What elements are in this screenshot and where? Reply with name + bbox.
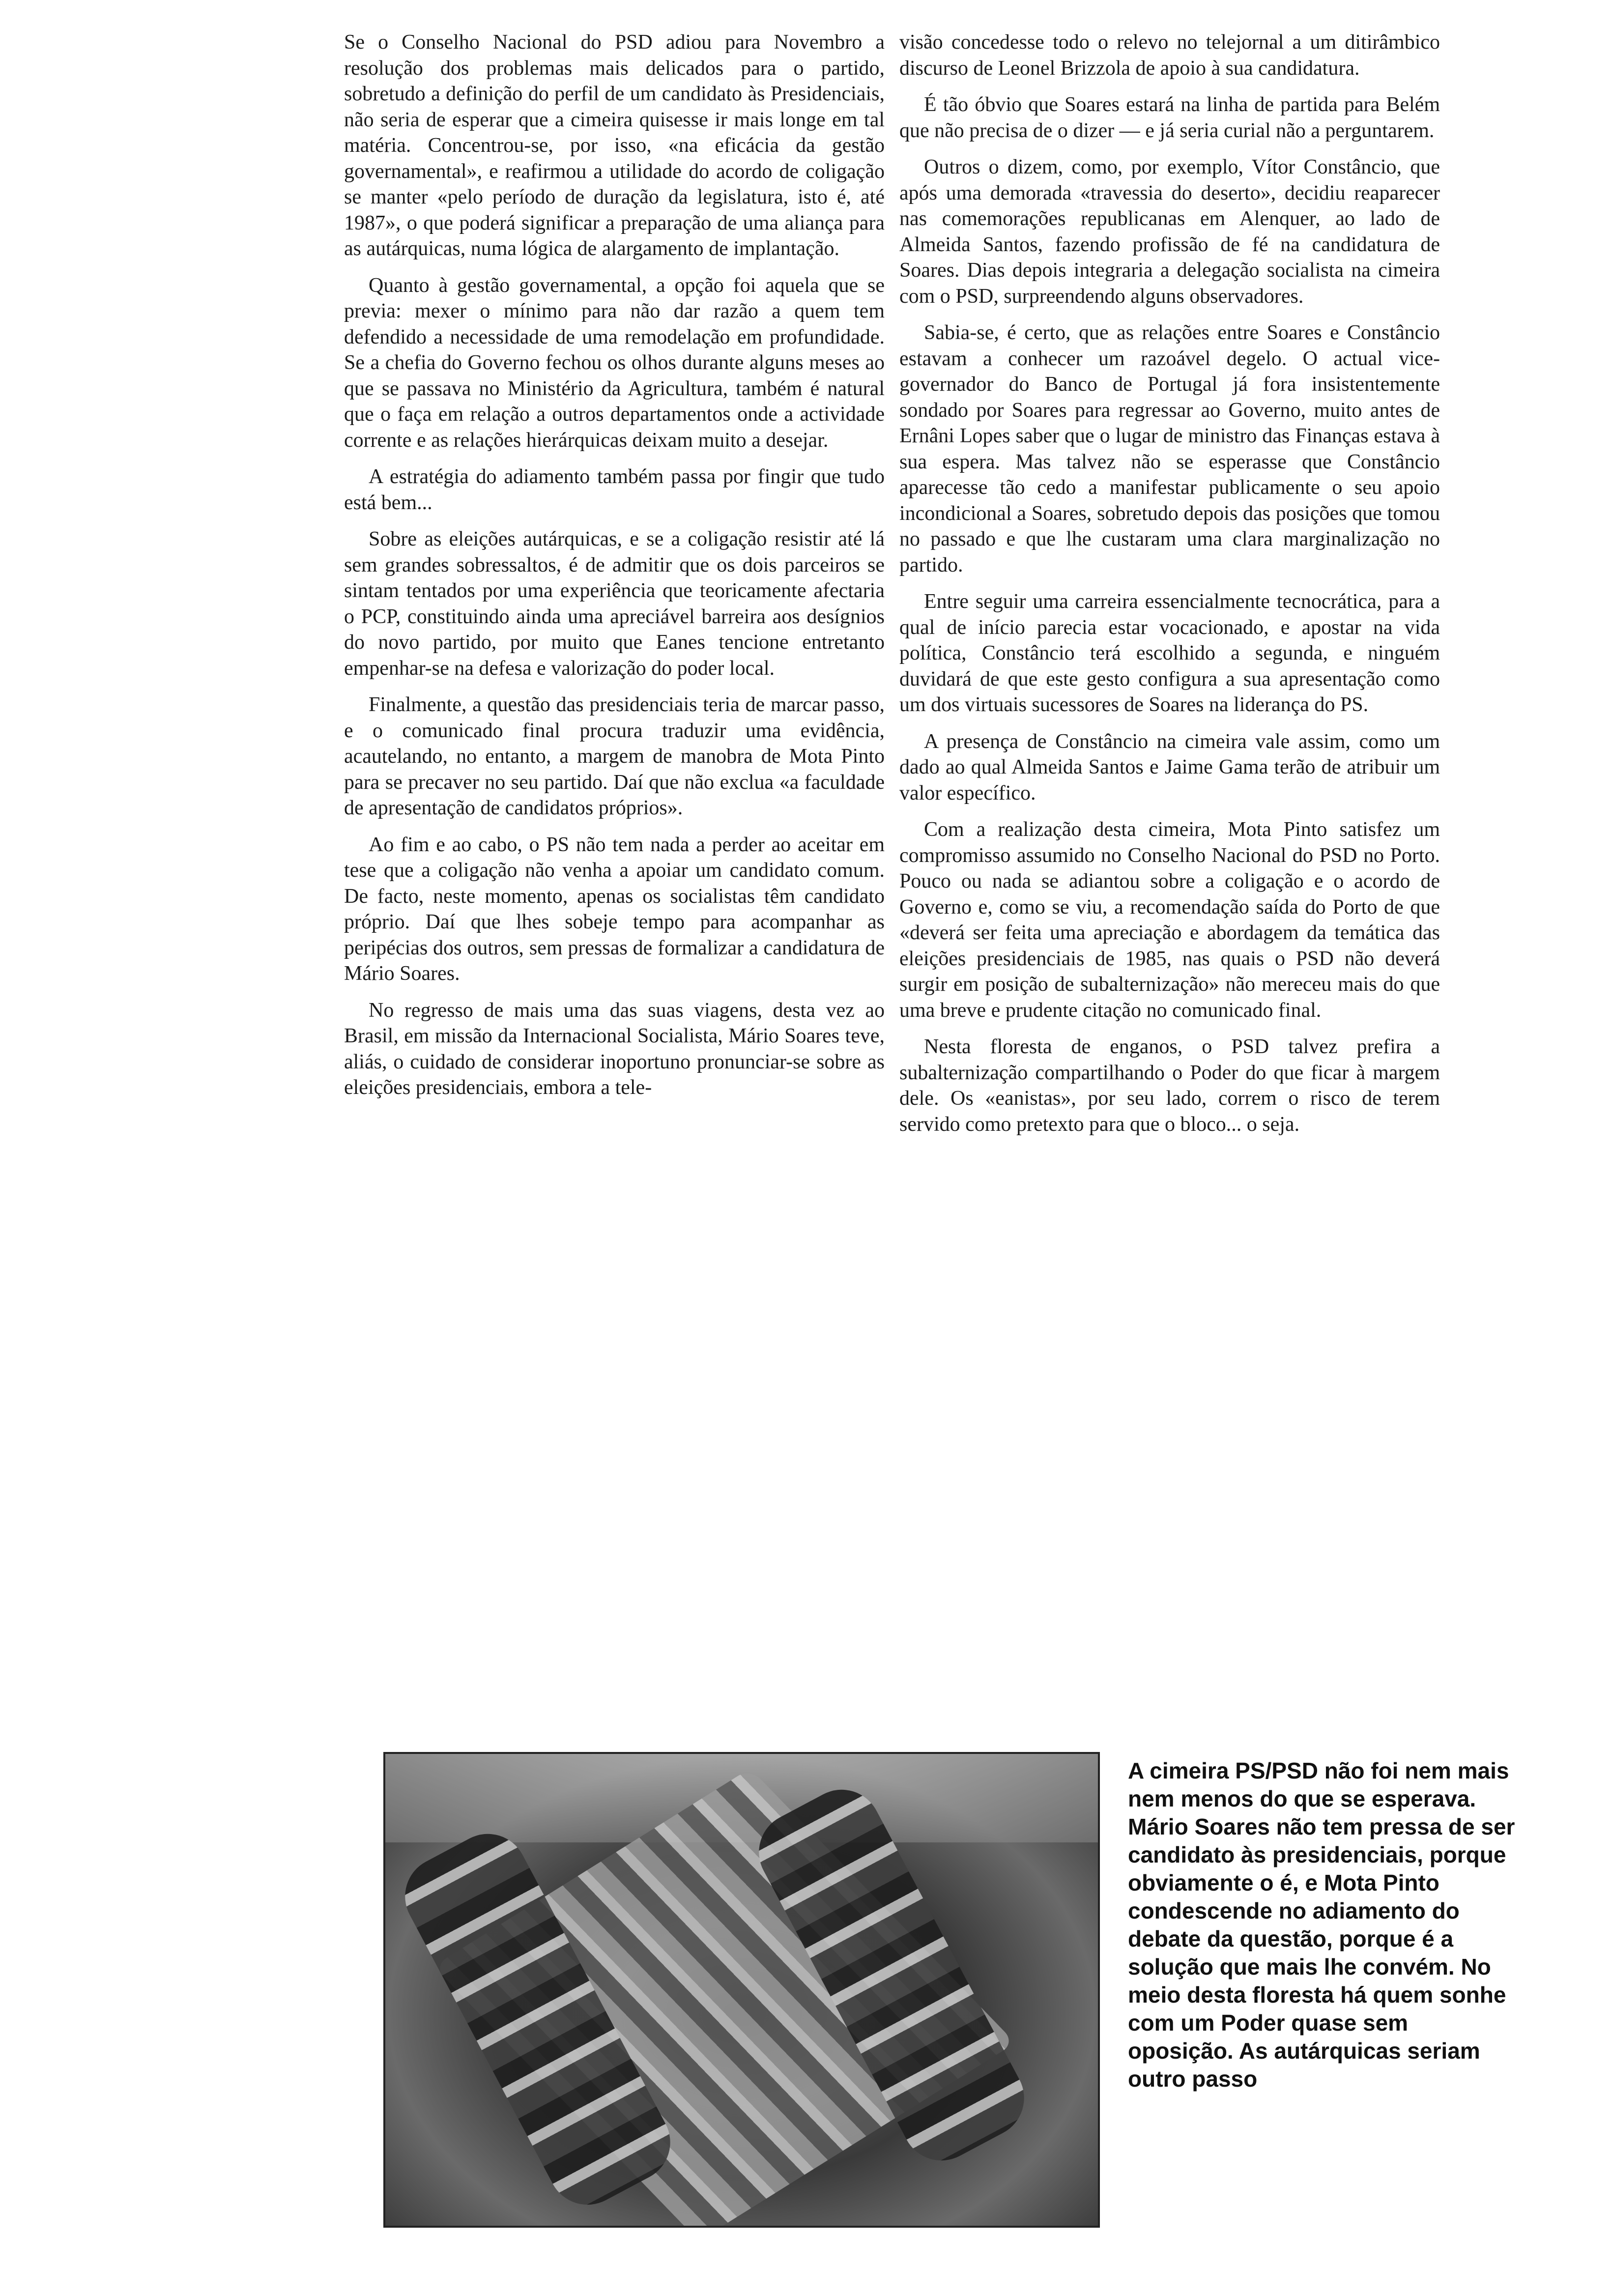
paragraph: Outros o dizem, como, por exemplo, Vítor Constâncio, que após uma demorada «travessia do deserto», decidiu reaparecer nas comemorações republicanas em Alenquer, ao lado de Almeida Santos, fazendo profissão de fé na candidatura de Soares. Dias depois integraria a delegação socialista na cimeira com o PSD, surpreendendo alguns observadores.	[899, 156, 1440, 308]
paragraph: Sabia-se, é certo, que as relações entre Soares e Constâncio estavam a conhecer um razoável degelo. O actual vice-governador do Banco de Portugal já fora insistentemente sondado por Soares para regressar ao Governo, muito antes de Ernâni Lopes saber que o lugar de ministro das Finanças estava à sua espera. Mas talvez não se esperasse que Constâncio aparecesse tão cedo a manifestar publicamente o seu apoio incondicional a Soares, sobretudo depois das posições que tomou no passado e que lhe custaram uma clara marginalização no partido.	[899, 321, 1440, 576]
paragraph: Entre seguir uma carreira essencialmente tecnocrática, para a qual de início parecia estar vocacionado, e apostar na vida política, Constâncio terá escolhido a segunda, e ninguém duvidará de que este gesto configura a sua apresentação como um dos virtuais sucessores de Soares na liderança do PS.	[899, 590, 1440, 716]
paragraph: Finalmente, a questão das presidenciais teria de marcar passo, e o comunicado final procura traduzir uma evidência, acautelando, no entanto, a margem de manobra de Mota Pinto para se precaver no seu partido. Daí que não exclua «a faculdade de apresentação de candidatos próprios».	[344, 693, 885, 819]
paragraph: No regresso de mais uma das suas viagens, desta vez ao Brasil, em missão da Internacional Socialista, Mário Soares teve, aliás, o cuidado de considerar inoportuno pronunciar-se sobre as eleições presidenciais, embora a tele-	[344, 999, 885, 1099]
paragraph: Se o Conselho Nacional do PSD adiou para Novembro a resolução dos problemas mais delicados para o partido, sobretudo a definição do perfil de um candidato às Presidenciais, não seria de esperar que a cimeira quisesse ir mais longe em tal matéria. Concentrou-se, por isso, «na eficácia da gestão governamental», e reafirmou a utilidade do acordo de coligação se manter «pelo período de duração da legislatura, isto é, até 1987», o que poderá significar a preparação de uma aliança para as autárquicas, numa lógica de alargamento de implantação.	[344, 31, 885, 260]
paragraph: Quanto à gestão governamental, a opção foi aquela que se previa: mexer o mínimo para não dar razão a quem tem defendido a necessidade de uma remodelação em profundidade. Se a chefia do Governo fechou os olhos durante alguns meses ao que se passava no Ministério da Agricultura, também é natural que o faça em relação a outros departamentos onde a actividade corrente e as relações hierárquicas deixam muito a desejar.	[344, 274, 885, 452]
photo-caption: A cimeira PS/PSD não foi nem mais nem menos do que se esperava. Mário Soares não tem pressa de ser candidato às presidenciais, porque obviamente o é, e Mota Pinto condescende no adiamento do debate da questão, porque é a solução que mais lhe convém. No meio desta floresta há quem sonhe com um Poder quase sem oposição. As autárquicas seriam outro passo	[1128, 1758, 1515, 2092]
article-right-column	[899, 29, 1440, 1137]
paragraph: Nesta floresta de enganos, o PSD talvez prefira a subalternização compartilhando o Poder do que ficar à margem dele. Os «eanistas», por seu lado, correm o risco de terem servido como pretexto para que o bloco... o seja.	[899, 1035, 1440, 1136]
paragraph: Ao fim e ao cabo, o PS não tem nada a perder ao aceitar em tese que a coligação não venha a apoiar um candidato comum. De facto, neste momento, apenas os socialistas têm candidato próprio. Daí que lhes sobeje tempo para acompanhar as peripécias dos outros, sem pressas de formalizar a candidatura de Mário Soares.	[344, 833, 885, 985]
paragraph: Sobre as eleições autárquicas, e se a coligação resistir até lá sem grandes sobressaltos, é de admitir que os dois parceiros se sintam tentados por uma experiência que teoricamente afectaria o PCP, constituindo ainda uma apreciável barreira aos desígnios do novo partido, por muito que Eanes tencione entretanto empenhar-se na defesa e valorização do poder local.	[344, 528, 885, 680]
article-left-column	[344, 29, 885, 1101]
paragraph: A presença de Constâncio na cimeira vale assim, como um dado ao qual Almeida Santos e Jaime Gama terão de atribuir um valor específico.	[899, 730, 1440, 804]
paragraph: visão concedesse todo o relevo no telejornal a um ditirâmbico discurso de Leonel Brizzola de apoio à sua candidatura.	[899, 31, 1440, 80]
paragraph: A estratégia do adiamento também passa por fingir que tudo está bem...	[344, 465, 885, 514]
meeting-photo	[383, 1752, 1100, 2228]
paragraph: É tão óbvio que Soares estará na linha de partida para Belém que não precisa de o dizer — e já seria curial não a perguntarem.	[899, 93, 1440, 142]
paragraph: Com a realização desta cimeira, Mota Pinto satisfez um compromisso assumido no Conselho Nacional do PSD no Porto. Pouco ou nada se adiantou sobre a coligação e o acordo de Governo e, como se viu, a recomendação saída do Porto de que «deverá ser feita uma apreciação e abordagem da temática das eleições presidenciais de 1985, nas quais o PSD não deverá surgir em posição de subalternização» não mereceu mais do que uma breve e prudente citação no comunicado final.	[899, 818, 1440, 1022]
